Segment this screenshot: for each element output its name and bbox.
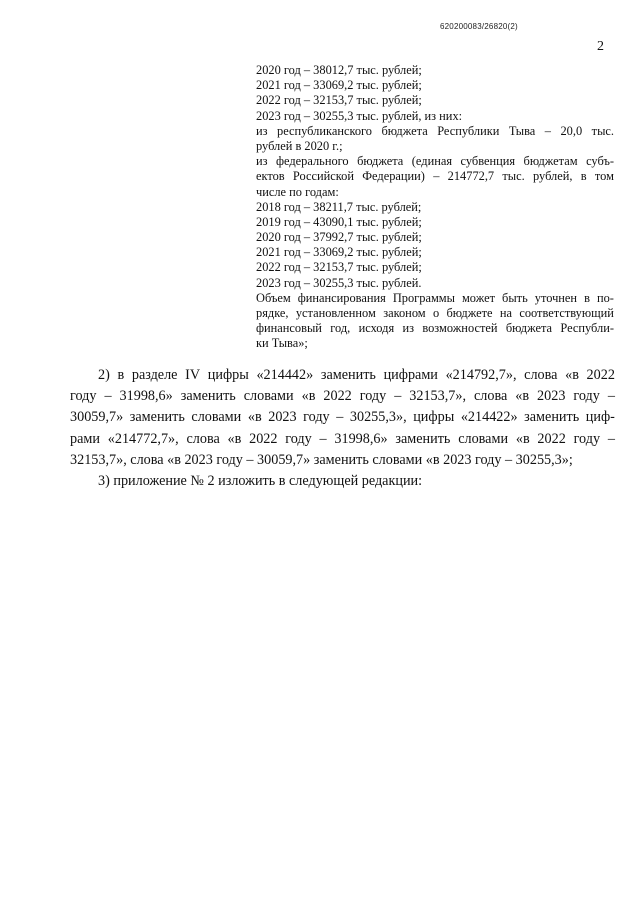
funding-details-block (256, 63, 614, 352)
funding-details-line: 2020 год – 37992,7 тыс. рублей; (256, 230, 422, 245)
word: может (461, 290, 496, 305)
page-number: 2 (597, 39, 604, 54)
word: – (544, 123, 551, 138)
amendment-2-line (70, 429, 615, 450)
word: слова (474, 388, 508, 405)
word: из (402, 321, 415, 336)
word: году (359, 388, 387, 405)
word: – (104, 388, 112, 405)
word: 2022 (323, 388, 352, 405)
funding-details-line: 2023 год – 30255,3 тыс. рублей. (256, 275, 422, 290)
word: субвенция (460, 154, 516, 169)
word: – (336, 409, 344, 426)
word: «в (301, 388, 316, 405)
word: году (285, 430, 312, 447)
word: заменить (129, 409, 185, 426)
word: 2023 (268, 409, 297, 426)
word: 2) (98, 367, 110, 383)
word: IV (185, 367, 201, 383)
word: году (573, 430, 601, 447)
word: заменить (524, 409, 580, 426)
word: году (70, 388, 97, 405)
word: установленном (295, 306, 376, 320)
word: бюджетам (523, 154, 578, 169)
word: заменить (395, 430, 451, 447)
word: бюджета (381, 123, 428, 138)
funding-details-line: 2021 год – 33069,2 тыс. рублей; (256, 78, 422, 93)
word: «214792,7», (445, 367, 517, 383)
word: Российской (292, 169, 354, 184)
funding-details-line: числе по годам: (256, 184, 339, 199)
funding-details-line: 2018 год – 38211,7 тыс. рублей; (256, 199, 422, 214)
word: «в (227, 430, 242, 447)
word: законом (383, 306, 426, 320)
word: в (584, 290, 590, 305)
word: уточнен (534, 290, 578, 305)
word: цифры (207, 367, 249, 383)
word: «в (515, 430, 530, 447)
word: тыс. (502, 169, 525, 184)
word: из (256, 123, 268, 138)
word: – (607, 430, 615, 447)
word: «в (565, 367, 579, 383)
word: заменить (320, 367, 376, 383)
word: возможностей (422, 321, 498, 336)
word: тыс. (591, 123, 614, 138)
word: словами (191, 409, 242, 426)
amendment-2-line (70, 386, 615, 407)
word: 31998,6» (119, 388, 173, 405)
word: 2022 (537, 430, 566, 447)
word: 2023 (537, 388, 566, 405)
word: слова (186, 430, 220, 447)
funding-details-line: 2020 год – 38012,7 тыс. рублей; (256, 63, 422, 77)
word: Федерации) (362, 169, 425, 184)
word: (единая (411, 154, 453, 169)
funding-details-line: 2019 год – 43090,1 тыс. рублей; (256, 214, 422, 229)
word: заменить (180, 388, 236, 405)
word: бюджета (505, 321, 553, 336)
word: – (433, 169, 440, 184)
funding-details-line (256, 124, 614, 139)
word: год, (330, 321, 351, 336)
word: Программы (392, 290, 455, 305)
word: 20,0 (560, 123, 583, 138)
funding-details-line: рублей в 2020 г.; (256, 138, 343, 153)
word: «в (515, 388, 530, 405)
word: исходя (358, 321, 395, 336)
word: бюджета (357, 154, 404, 169)
word: быть (502, 290, 528, 305)
word: Объем (256, 290, 291, 305)
word: республиканского (277, 123, 373, 138)
funding-details-line: ки Тыва»; (256, 336, 308, 351)
word: о (432, 306, 440, 320)
word: Республи- (560, 321, 614, 336)
word: Республики (437, 123, 500, 138)
word: федерального (276, 154, 349, 169)
funding-details-line (256, 169, 614, 184)
word: в (580, 169, 587, 184)
word: 30255,3», (349, 409, 407, 426)
word: 214772,7 (447, 169, 495, 184)
funding-details-line (256, 306, 614, 321)
word: бюджете (446, 306, 493, 320)
word: – (607, 388, 615, 405)
word: рублей, (533, 169, 573, 184)
amendment-2-line (70, 407, 615, 428)
word: – (394, 388, 402, 405)
word: цифры (413, 409, 455, 426)
funding-details-line (256, 321, 614, 336)
word: 31998,6» (334, 430, 388, 447)
word: словами (243, 388, 294, 405)
word: соответствующий (519, 306, 614, 320)
word: «214422» (460, 409, 518, 426)
word: том (594, 169, 614, 184)
word: на (499, 306, 512, 320)
word: финансирования (297, 290, 386, 305)
word: финансовый (256, 321, 322, 336)
funding-details-line: 2022 год – 32153,7 тыс. рублей; (256, 260, 422, 275)
funding-details-line: 2022 год – 32153,7 тыс. рублей; (256, 93, 422, 108)
word: «214772,7», (107, 430, 179, 447)
funding-details-line (256, 291, 614, 306)
word: 30059,7» (70, 409, 124, 426)
document-id: 620200083/26820(2) (440, 22, 518, 31)
word: Тыва (508, 123, 536, 138)
amendment-paragraph-2 (70, 365, 615, 471)
word: году (303, 409, 330, 426)
word: по- (596, 290, 614, 305)
amendment-2-line: 32153,7», слова «в 2023 году – 30059,7» заменить словами «в 2023 году – 30255,3»; (70, 451, 573, 468)
funding-details-line: 2021 год – 33069,2 тыс. рублей; (256, 245, 422, 260)
word: году (573, 388, 600, 405)
word: цифрами (383, 367, 438, 383)
funding-details-line (256, 154, 614, 169)
word: рами (70, 430, 100, 447)
word: 2022 (586, 367, 615, 383)
word: «214442» (256, 367, 314, 383)
amendments-block (70, 365, 615, 492)
word: слова (524, 367, 558, 383)
word: ектов (256, 169, 285, 184)
word: «в (247, 409, 262, 426)
word: 2022 (249, 430, 278, 447)
amendment-paragraph-3: 3) приложение № 2 изложить в следующей редакции: (98, 472, 423, 489)
word: – (319, 430, 327, 447)
word: словами (458, 430, 509, 447)
word: рядке, (256, 306, 289, 320)
word: разделе (131, 367, 178, 383)
funding-details-line: 2023 год – 30255,3 тыс. рублей, из них: (256, 108, 463, 123)
word: в (117, 367, 125, 383)
amendment-2-line (70, 365, 615, 386)
word: 32153,7», (409, 388, 467, 405)
word: циф- (585, 409, 615, 426)
word: из (256, 154, 268, 169)
word: субъ- (586, 154, 614, 169)
